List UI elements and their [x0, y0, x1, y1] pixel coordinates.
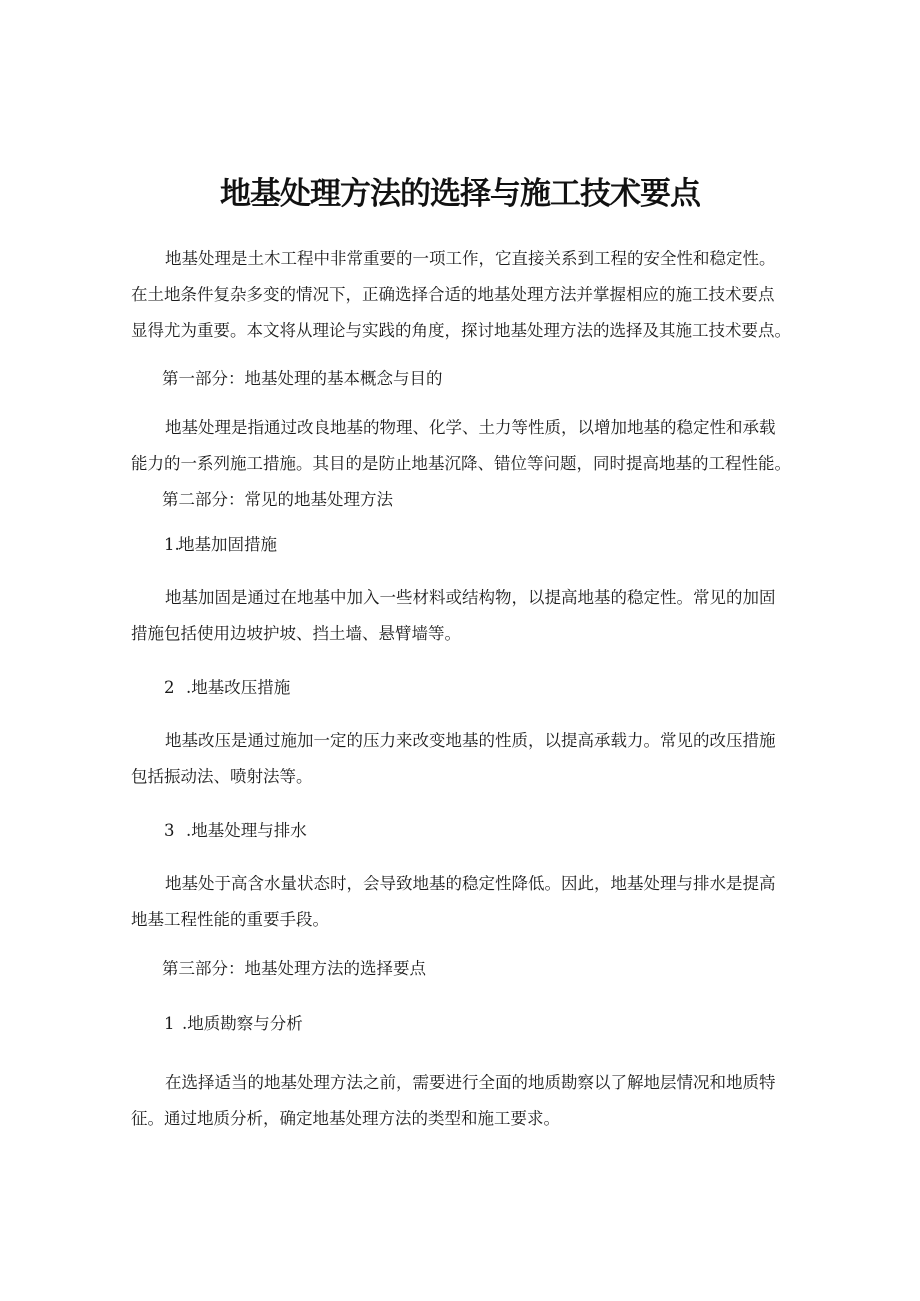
part2-heading-text: 第二部分：常见的地基处理方法	[162, 490, 393, 509]
item-label: .地基改压措施	[186, 678, 291, 697]
part3-heading	[131, 951, 811, 987]
part3-item1-heading	[131, 1006, 811, 1042]
part2-item1-line: 措施包括使用边坡护坡、挡土墙、悬臂墙等。	[131, 624, 461, 643]
part2-item1-paragraph	[131, 580, 811, 652]
item-number: 3	[164, 821, 175, 840]
part2-item1-line: 地基加固是通过在地基中加入一些材料或结构物，以提高地基的稳定性。常见的加固	[165, 588, 776, 607]
part3-item1-paragraph	[131, 1065, 811, 1137]
item-number: 1.	[164, 535, 180, 554]
part2-heading	[131, 482, 811, 518]
part2-item3-line: 地基工程性能的重要手段。	[131, 910, 329, 929]
part2-item3-heading	[131, 813, 811, 849]
part1-line: 能力的一系列施工措施。其目的是防止地基沉降、错位等问题，同时提高地基的工程性能。	[131, 454, 791, 473]
item-number: 1	[164, 1014, 175, 1033]
intro-line: 显得尤为重要。本文将从理论与实践的角度，探讨地基处理方法的选择及其施工技术要点。	[131, 321, 791, 340]
part2-item2-line: 地基改压是通过施加一定的压力来改变地基的性质，以提高承载力。常见的改压措施	[165, 731, 776, 750]
part2-item1-heading-line	[131, 527, 811, 563]
part1-line: 地基处理是指通过改良地基的物理、化学、土力等性质，以增加地基的稳定性和承载	[165, 418, 776, 437]
part3-heading-text: 第三部分：地基处理方法的选择要点	[162, 959, 426, 978]
part1-heading-text: 第一部分：地基处理的基本概念与目的	[162, 369, 443, 388]
part2-item3-line: 地基处于高含水量状态时，会导致地基的稳定性降低。因此，地基处理与排水是提高	[165, 874, 776, 893]
item-label: .地质勘察与分析	[182, 1014, 303, 1033]
item-number: 2	[164, 678, 175, 697]
intro-paragraph	[131, 241, 811, 349]
part1-heading	[131, 361, 811, 397]
intro-line: 在土地条件复杂多变的情况下，正确选择合适的地基处理方法并掌握相应的施工技术要点	[131, 285, 775, 304]
item-label: .地基处理与排水	[186, 821, 307, 840]
part2-item2-paragraph	[131, 723, 811, 795]
part2-item1-heading	[131, 527, 811, 563]
part2-item3-paragraph	[131, 866, 811, 938]
document-title: 地基处理方法的选择与施工技术要点	[220, 176, 700, 212]
part3-item1-heading-line	[131, 1006, 811, 1042]
part1-paragraph	[131, 410, 811, 482]
intro-line: 地基处理是土木工程中非常重要的一项工作，它直接关系到工程的安全性和稳定性。	[165, 249, 776, 268]
part2-item2-line: 包括振动法、喷射法等。	[131, 767, 313, 786]
part3-item1-line: 在选择适当的地基处理方法之前，需要进行全面的地质勘察以了解地层情况和地质特	[165, 1073, 776, 1092]
part3-item1-line: 征。通过地质分析，确定地基处理方法的类型和施工要求。	[131, 1109, 560, 1128]
part2-item3-heading-line	[131, 813, 811, 849]
part2-item2-heading-line	[131, 670, 811, 706]
part2-item2-heading	[131, 670, 811, 706]
item-label: 地基加固措施	[178, 535, 277, 554]
